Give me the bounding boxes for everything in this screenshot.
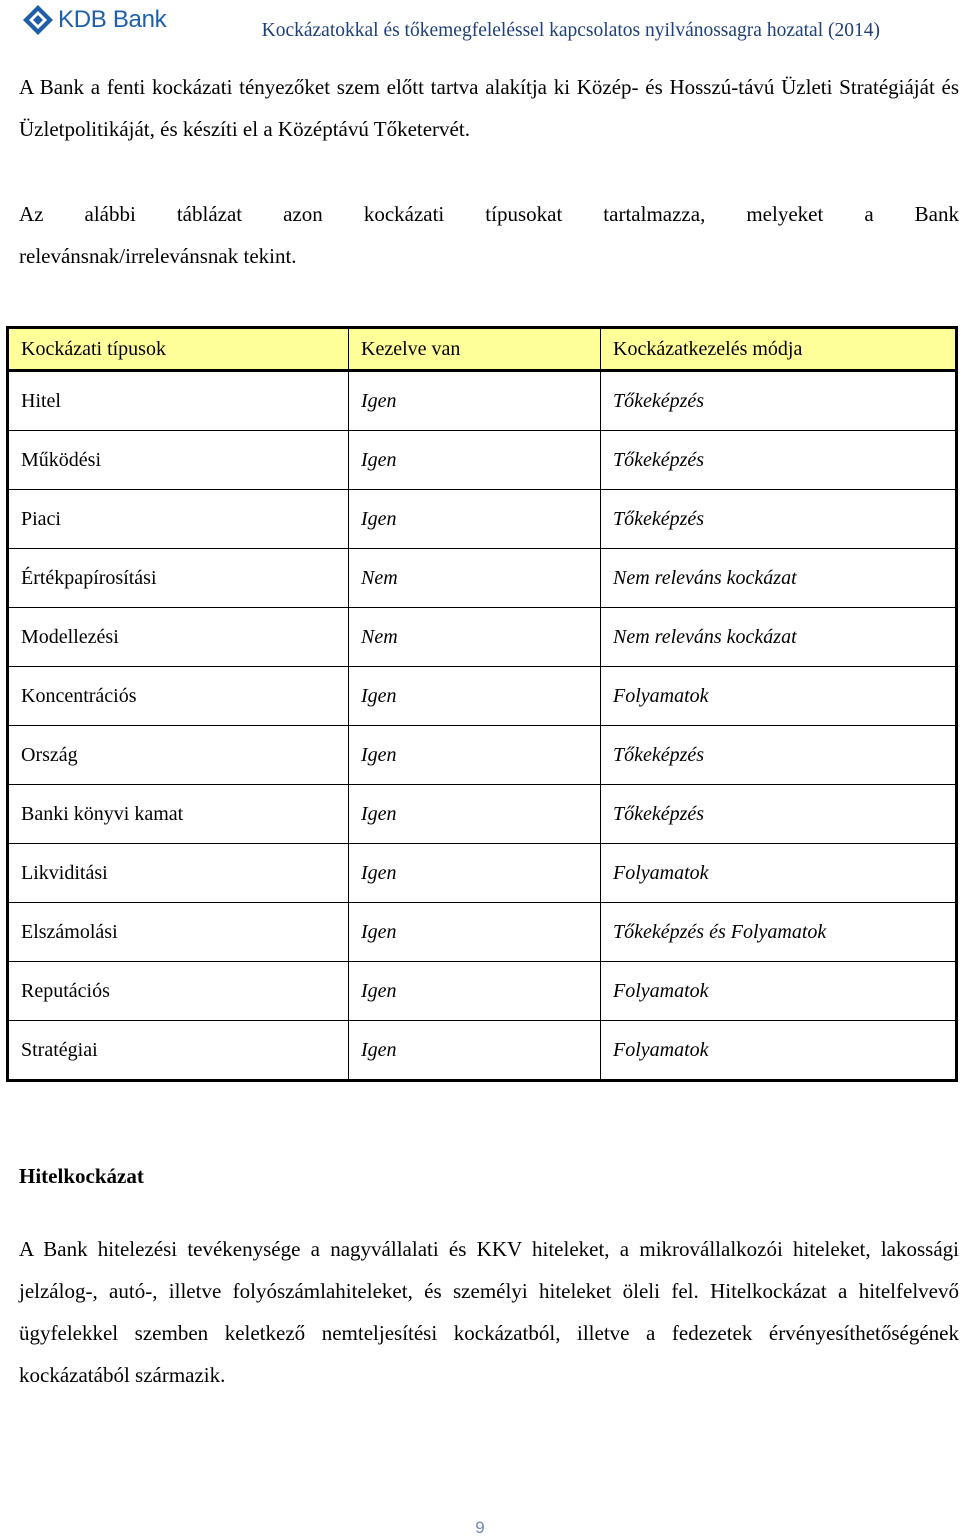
- document-header-title: Kockázatokkal és tőkemegfeleléssel kapcsolatos nyilvánossagra hozatal (2014): [261, 20, 880, 41]
- table-intro-paragraph: [19, 193, 959, 277]
- table-row: [8, 431, 957, 490]
- cell-method: Folyamatok: [601, 962, 957, 1021]
- table-row: [8, 785, 957, 844]
- cell-managed: Igen: [349, 844, 601, 903]
- cell-method: Tőkeképzés: [601, 490, 957, 549]
- cell-managed: Igen: [349, 785, 601, 844]
- header-risk-type: Kockázati típusok: [8, 328, 349, 371]
- header-managed: Kezelve van: [349, 328, 601, 371]
- cell-managed: Igen: [349, 490, 601, 549]
- table-intro-line-2: relevánsnak/irrelevánsnak tekint.: [19, 244, 297, 268]
- cell-managed: Igen: [349, 1021, 601, 1081]
- cell-managed: Igen: [349, 903, 601, 962]
- risk-types-table: [6, 326, 958, 1082]
- table-row: [8, 608, 957, 667]
- cell-method: Nem releváns kockázat: [601, 549, 957, 608]
- cell-method: Tőkeképzés: [601, 726, 957, 785]
- cell-risk-type: Elszámolási: [8, 903, 349, 962]
- table-header-row: [8, 328, 957, 371]
- cell-managed: Igen: [349, 371, 601, 431]
- cell-risk-type: Stratégiai: [8, 1021, 349, 1081]
- cell-risk-type: Likviditási: [8, 844, 349, 903]
- cell-risk-type: Ország: [8, 726, 349, 785]
- cell-risk-type: Reputációs: [8, 962, 349, 1021]
- cell-method: Tőkeképzés: [601, 785, 957, 844]
- cell-method: Folyamatok: [601, 1021, 957, 1081]
- header-method: Kockázatkezelés módja: [601, 328, 957, 371]
- cell-method: Tőkeképzés: [601, 431, 957, 490]
- cell-method: Folyamatok: [601, 667, 957, 726]
- table-row: [8, 962, 957, 1021]
- table-body: [8, 371, 957, 1081]
- kdb-logo-icon: [22, 4, 54, 36]
- page-header: [0, 0, 960, 60]
- cell-method: Tőkeképzés: [601, 371, 957, 431]
- cell-risk-type: Működési: [8, 431, 349, 490]
- intro-paragraph: A Bank a fenti kockázati tényezőket szem előtt tartva alakítja ki Közép- és Hosszú-távú Üzleti Stratégiáját és Üzletpolitikáját, és készíti el a Középtávú Tőketervét.: [19, 75, 959, 141]
- cell-risk-type: Banki könyvi kamat: [8, 785, 349, 844]
- logo-text: KDB Bank: [58, 6, 167, 33]
- cell-method: Tőkeképzés és Folyamatok: [601, 903, 957, 962]
- cell-managed: Nem: [349, 549, 601, 608]
- page-number: 9: [475, 1518, 485, 1537]
- table-row: [8, 549, 957, 608]
- cell-risk-type: Modellezési: [8, 608, 349, 667]
- cell-risk-type: Hitel: [8, 371, 349, 431]
- cell-risk-type: Piaci: [8, 490, 349, 549]
- table-row: [8, 667, 957, 726]
- table-row: [8, 371, 957, 431]
- section-title: Hitelkockázat: [19, 1164, 144, 1188]
- cell-managed: Nem: [349, 608, 601, 667]
- cell-managed: Igen: [349, 667, 601, 726]
- table-row: [8, 903, 957, 962]
- kdb-bank-logo: [22, 3, 166, 37]
- table-row: [8, 726, 957, 785]
- table-row: [8, 490, 957, 549]
- table-row: [8, 1021, 957, 1081]
- cell-managed: Igen: [349, 726, 601, 785]
- credit-risk-paragraph: A Bank hitelezési tevékenysége a nagyvállalati és KKV hiteleket, a mikrovállalkozói hiteleket, lakossági jelzálog-, autó-, illetve folyószámlahiteleket, és személyi hiteleket öleli fel. Hitelkockázat a hitelfelvevő ügyfelekkel szemben keletkező nemteljesítési kockázatból, illetve a fedezetek érvényesíthetőségének kockázatából származik.: [19, 1237, 959, 1387]
- cell-method: Nem releváns kockázat: [601, 608, 957, 667]
- cell-method: Folyamatok: [601, 844, 957, 903]
- cell-managed: Igen: [349, 962, 601, 1021]
- table-intro-line-1: Az alábbi táblázat azon kockázati típusokat tartalmazza, melyeket a Bank: [19, 202, 959, 226]
- table-row: [8, 844, 957, 903]
- cell-managed: Igen: [349, 431, 601, 490]
- cell-risk-type: Értékpapírosítási: [8, 549, 349, 608]
- cell-risk-type: Koncentrációs: [8, 667, 349, 726]
